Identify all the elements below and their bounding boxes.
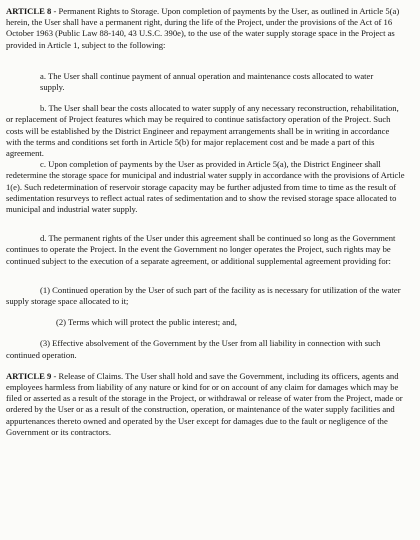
article-8-item-1: (1) Continued operation by the User of such part of the facility as is necessary for utilization of the water supply storage space allocated to it;: [6, 284, 401, 307]
article-8-heading: ARTICLE 8: [6, 6, 52, 16]
article-8-item-2: (2) Terms which will protect the public interest; and,: [56, 317, 237, 328]
article-8-para-b: b. The User shall bear the costs allocated to water supply of any necessary reconstruction, rehabilitation, or replacement of Project features which may be required to continue satisfactory operation of the Project. Such costs will be established by the District Engineer and repayment arrangements shall be in writing in accordance with the terms and conditions set forth in Article 5(b) for major replacement cost and be made a part of this agreement.: [6, 103, 399, 159]
article-9-body: [6, 371, 406, 438]
article-8-title: - Permanent Rights to Storage.: [51, 6, 160, 16]
article-8-para-d: d. The permanent rights of the User under this agreement shall be continued so long as the Government continues to operate the Project. In the event the Government no longer operates the Project, such rights may be continued subject to the execution of a separate agreement, or additional supplemental agreement providing for:: [6, 233, 396, 266]
article-9-body-text: The User shall hold and save the Government, including its officers, agents and employees harmless from liability of any nature or kind for or on account of any claim for damages which may be filed or asserted as a result of the storage in the Project, or withdrawal or release of water from the Project, made or ordered by the User or as a result of the construction, operation, or maintenance of the water supply facilities and appurtenances thereto owned and operated by the User except for damages due to the fault or negligence of the Government or its contractors.: [6, 370, 403, 437]
article-8-para-c: c. Upon completion of payments by the User as provided in Article 5(a), the District Engineer shall redetermine the storage space for municipal and industrial water supply in accordance with the provisions of Article 1(e). Such redetermination of reservoir storage capacity may be further adjusted from time to time as the result of sedimentation resurveys to reflect actual rates of sedimentation and to show the revised storage space allocated to municipal and industrial water supply.: [6, 159, 405, 215]
article-8-para-a: a. The User shall continue payment of annual operation and maintenance costs allocated to water supply.: [40, 70, 374, 93]
article-8-intro-text: Upon completion of payments by the User, as outlined in Article 5(a) herein, the User shall have a permanent right, during the life of the Project, under the provisions of the Act of 16 October 1963 (Public Law 88-140, 43 U.S.C. 390e), to the use of the water supply storage space in the Project as provided in Article 1, subject to the following:: [6, 6, 400, 50]
article-8-item-3: (3) Effective absolvement of the Government by the User from all liability in connection with such continued operation.: [6, 338, 381, 360]
article-9-heading: ARTICLE 9: [6, 370, 52, 381]
article-9-title: - Release of Claims.: [51, 370, 124, 381]
article-8-intro: [6, 6, 406, 51]
